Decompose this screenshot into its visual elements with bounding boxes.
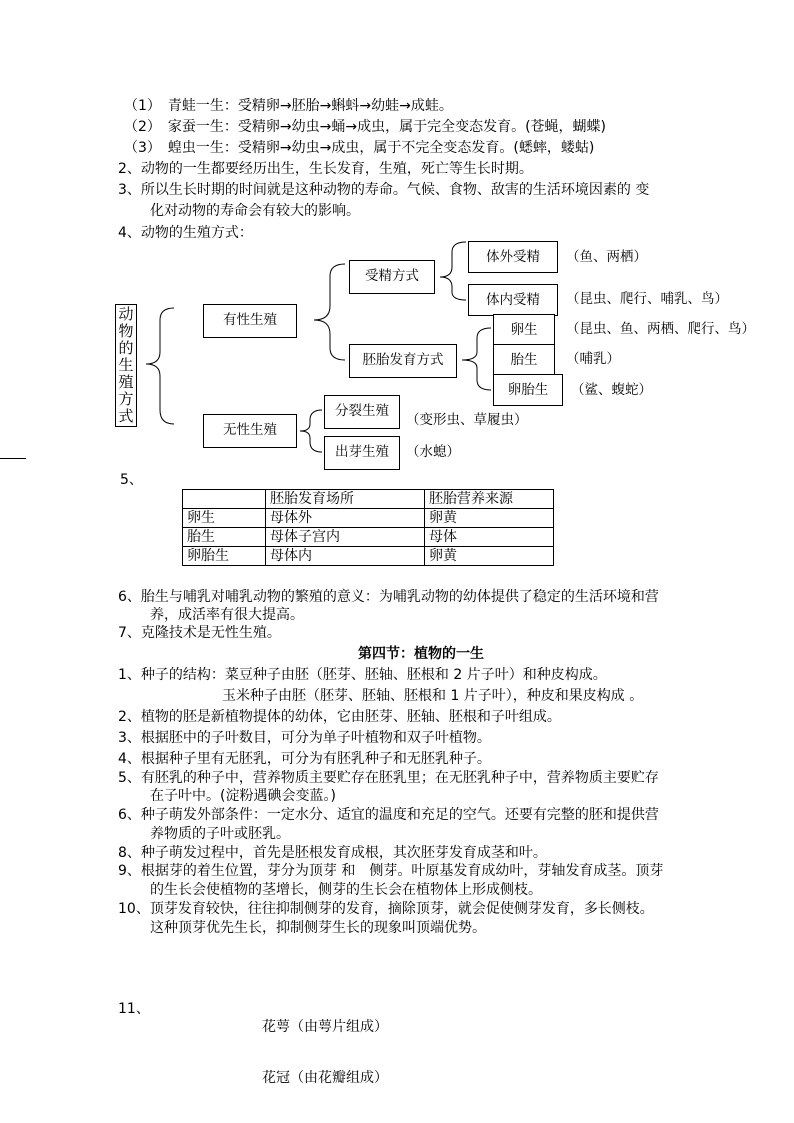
text-line-plant-item10: 10、顶芽发育较快，往往抑制侧芽的发育，摘除顶芽，就会促使侧芽发育，多长侧枝。 xyxy=(118,901,654,917)
text-line-item3-cont: 化对动物的寿命会有较大的影响。 xyxy=(150,203,360,219)
text-line-plant-item6-cont: 养物质的子叶或胚乳。 xyxy=(150,826,290,842)
text-line-plant-item5-cont: 在子叶中。(淀粉遇碘会变蓝。) xyxy=(150,788,336,804)
table-cell: 卵胎生 xyxy=(183,547,266,566)
text-line-item6-cont: 养，成活率有很大提高。 xyxy=(150,607,304,623)
note-budding: （水螅） xyxy=(406,444,460,460)
box-sexual-reproduction: 有性生殖 xyxy=(203,304,297,338)
text-line-silkworm: （2） 家蚕一生：受精卵→幼虫→蛹→成虫，属于完全变态发育。(苍蝇，蝴蝶) xyxy=(124,119,607,135)
table-header-cell xyxy=(183,490,266,509)
text-line-plant-item6: 6、种子萌发外部条件：一定水分、适宜的温度和充足的空气。还要有完整的胚和提供营 xyxy=(118,807,659,823)
text-line-item3: 3、所以生长时期的时间就是这种动物的寿命。气候、食物、敌害的生活环境因素的 变 xyxy=(118,182,650,198)
note-fission: （变形虫、草履虫） xyxy=(406,412,528,428)
text-line-plant-item4: 4、根据种子里有无胚乳，可分为有胚乳种子和无胚乳种子。 xyxy=(118,751,491,767)
text-line-locust: （3） 蝗虫一生：受精卵→幼虫→成虫，属于不完全变态发育。(蟋蟀，蝼蛄) xyxy=(124,140,595,156)
text-line-plant-item8: 8、种子萌发过程中，首先是胚根发育成根，其次胚芽发育成茎和叶。 xyxy=(118,845,547,861)
text-line-plant-item9: 9、根据芽的着生位置，芽分为顶芽 和 侧芽。叶原基发育成幼叶，芽轴发育成茎。顶芽 xyxy=(118,863,664,879)
text-line-plant-item5: 5、有胚乳的种子中，营养物质主要贮存在胚乳里；在无胚乳种子中，营养物质主要贮存 xyxy=(118,770,659,786)
text-line-plant-item9-cont: 的生长会使植物的茎增长，侧芽的生长会在植物体上形成侧枝。 xyxy=(150,882,542,898)
note-internal-fertilization: （昆虫、爬行、哺乳、鸟） xyxy=(566,291,728,307)
box-ovoviviparous: 卵胎生 xyxy=(493,374,563,406)
box-viviparous: 胎生 xyxy=(493,344,555,376)
table-cell: 卵黄 xyxy=(425,509,554,528)
text-line-item7: 7、克隆技术是无性生殖。 xyxy=(118,625,281,641)
box-embryo-development: 胚胎发育方式 xyxy=(349,344,457,378)
table-cell: 胎生 xyxy=(183,528,266,547)
box-fertilization-method: 受精方式 xyxy=(349,260,435,294)
table-header-row xyxy=(183,490,554,509)
root-label: 动 物 的 生 殖 方 式 xyxy=(118,305,134,425)
table-cell: 母体内 xyxy=(266,547,425,566)
note-ovoviviparous: （鲨、蝮蛇） xyxy=(571,382,652,398)
box-budding: 出芽生殖 xyxy=(324,436,400,470)
box-asexual-reproduction: 无性生殖 xyxy=(203,414,297,448)
flower-petal-label: 花冠（由花瓣组成） xyxy=(262,1070,388,1086)
box-oviparous: 卵生 xyxy=(493,314,555,346)
table-row xyxy=(183,547,554,566)
text-line-plant-item3: 3、根据胚中的子叶数目，可分为单子叶植物和双子叶植物。 xyxy=(118,730,491,746)
item11-label: 11、 xyxy=(118,1001,150,1017)
box-internal-fertilization: 体内受精 xyxy=(468,284,558,316)
note-viviparous: （哺乳） xyxy=(566,351,620,367)
development-table xyxy=(182,489,554,566)
text-line-plant-item2: 2、植物的胚是新植物提体的幼体，它由胚芽、胚轴、胚根和子叶组成。 xyxy=(118,709,561,725)
table-cell: 母体外 xyxy=(266,509,425,528)
item5-label: 5、 xyxy=(120,472,143,488)
section-title: 第四节：植物的一生 xyxy=(358,646,484,662)
flower-sepal-label: 花萼（由萼片组成） xyxy=(262,1019,388,1035)
box-fission: 分裂生殖 xyxy=(324,395,400,429)
root-label-box xyxy=(115,304,137,427)
table-header-cell: 胚胎营养来源 xyxy=(425,490,554,509)
table-header-cell: 胚胎发育场所 xyxy=(266,490,425,509)
table-row xyxy=(183,528,554,547)
text-line-item2: 2、动物的一生都要经历出生，生长发育，生殖，死亡等生长时期。 xyxy=(118,161,533,177)
text-line-item6: 6、胎生与哺乳对哺乳动物的繁殖的意义：为哺乳动物的幼体提供了稳定的生活环境和营 xyxy=(118,589,659,605)
table-row xyxy=(183,509,554,528)
text-line-frog: （1） 青蛙一生：受精卵→胚胎→蝌蚪→幼蛙→成蛙。 xyxy=(124,98,453,114)
note-oviparous: （昆虫、鱼、两栖、爬行、鸟） xyxy=(566,321,755,337)
box-external-fertilization: 体外受精 xyxy=(468,241,558,273)
table-cell: 母体子宫内 xyxy=(266,528,425,547)
table-cell: 卵生 xyxy=(183,509,266,528)
table-cell: 母体 xyxy=(425,528,554,547)
text-line-seed-structure: 1、种子的结构：菜豆种子由胚（胚芽、胚轴、胚根和 2 片子叶）和种皮构成。 xyxy=(118,667,607,683)
text-line-corn-seed: 玉米种子由胚（胚芽、胚轴、胚根和 1 片子叶），种皮和果皮构成 。 xyxy=(222,688,644,704)
table-cell: 卵黄 xyxy=(425,547,554,566)
note-external-fertilization: （鱼、两栖） xyxy=(566,249,647,265)
text-line-item4: 4、动物的生殖方式： xyxy=(118,225,253,241)
text-line-plant-item10-cont: 这种顶芽优先生长，抑制侧芽生长的现象叫顶端优势。 xyxy=(150,920,486,936)
